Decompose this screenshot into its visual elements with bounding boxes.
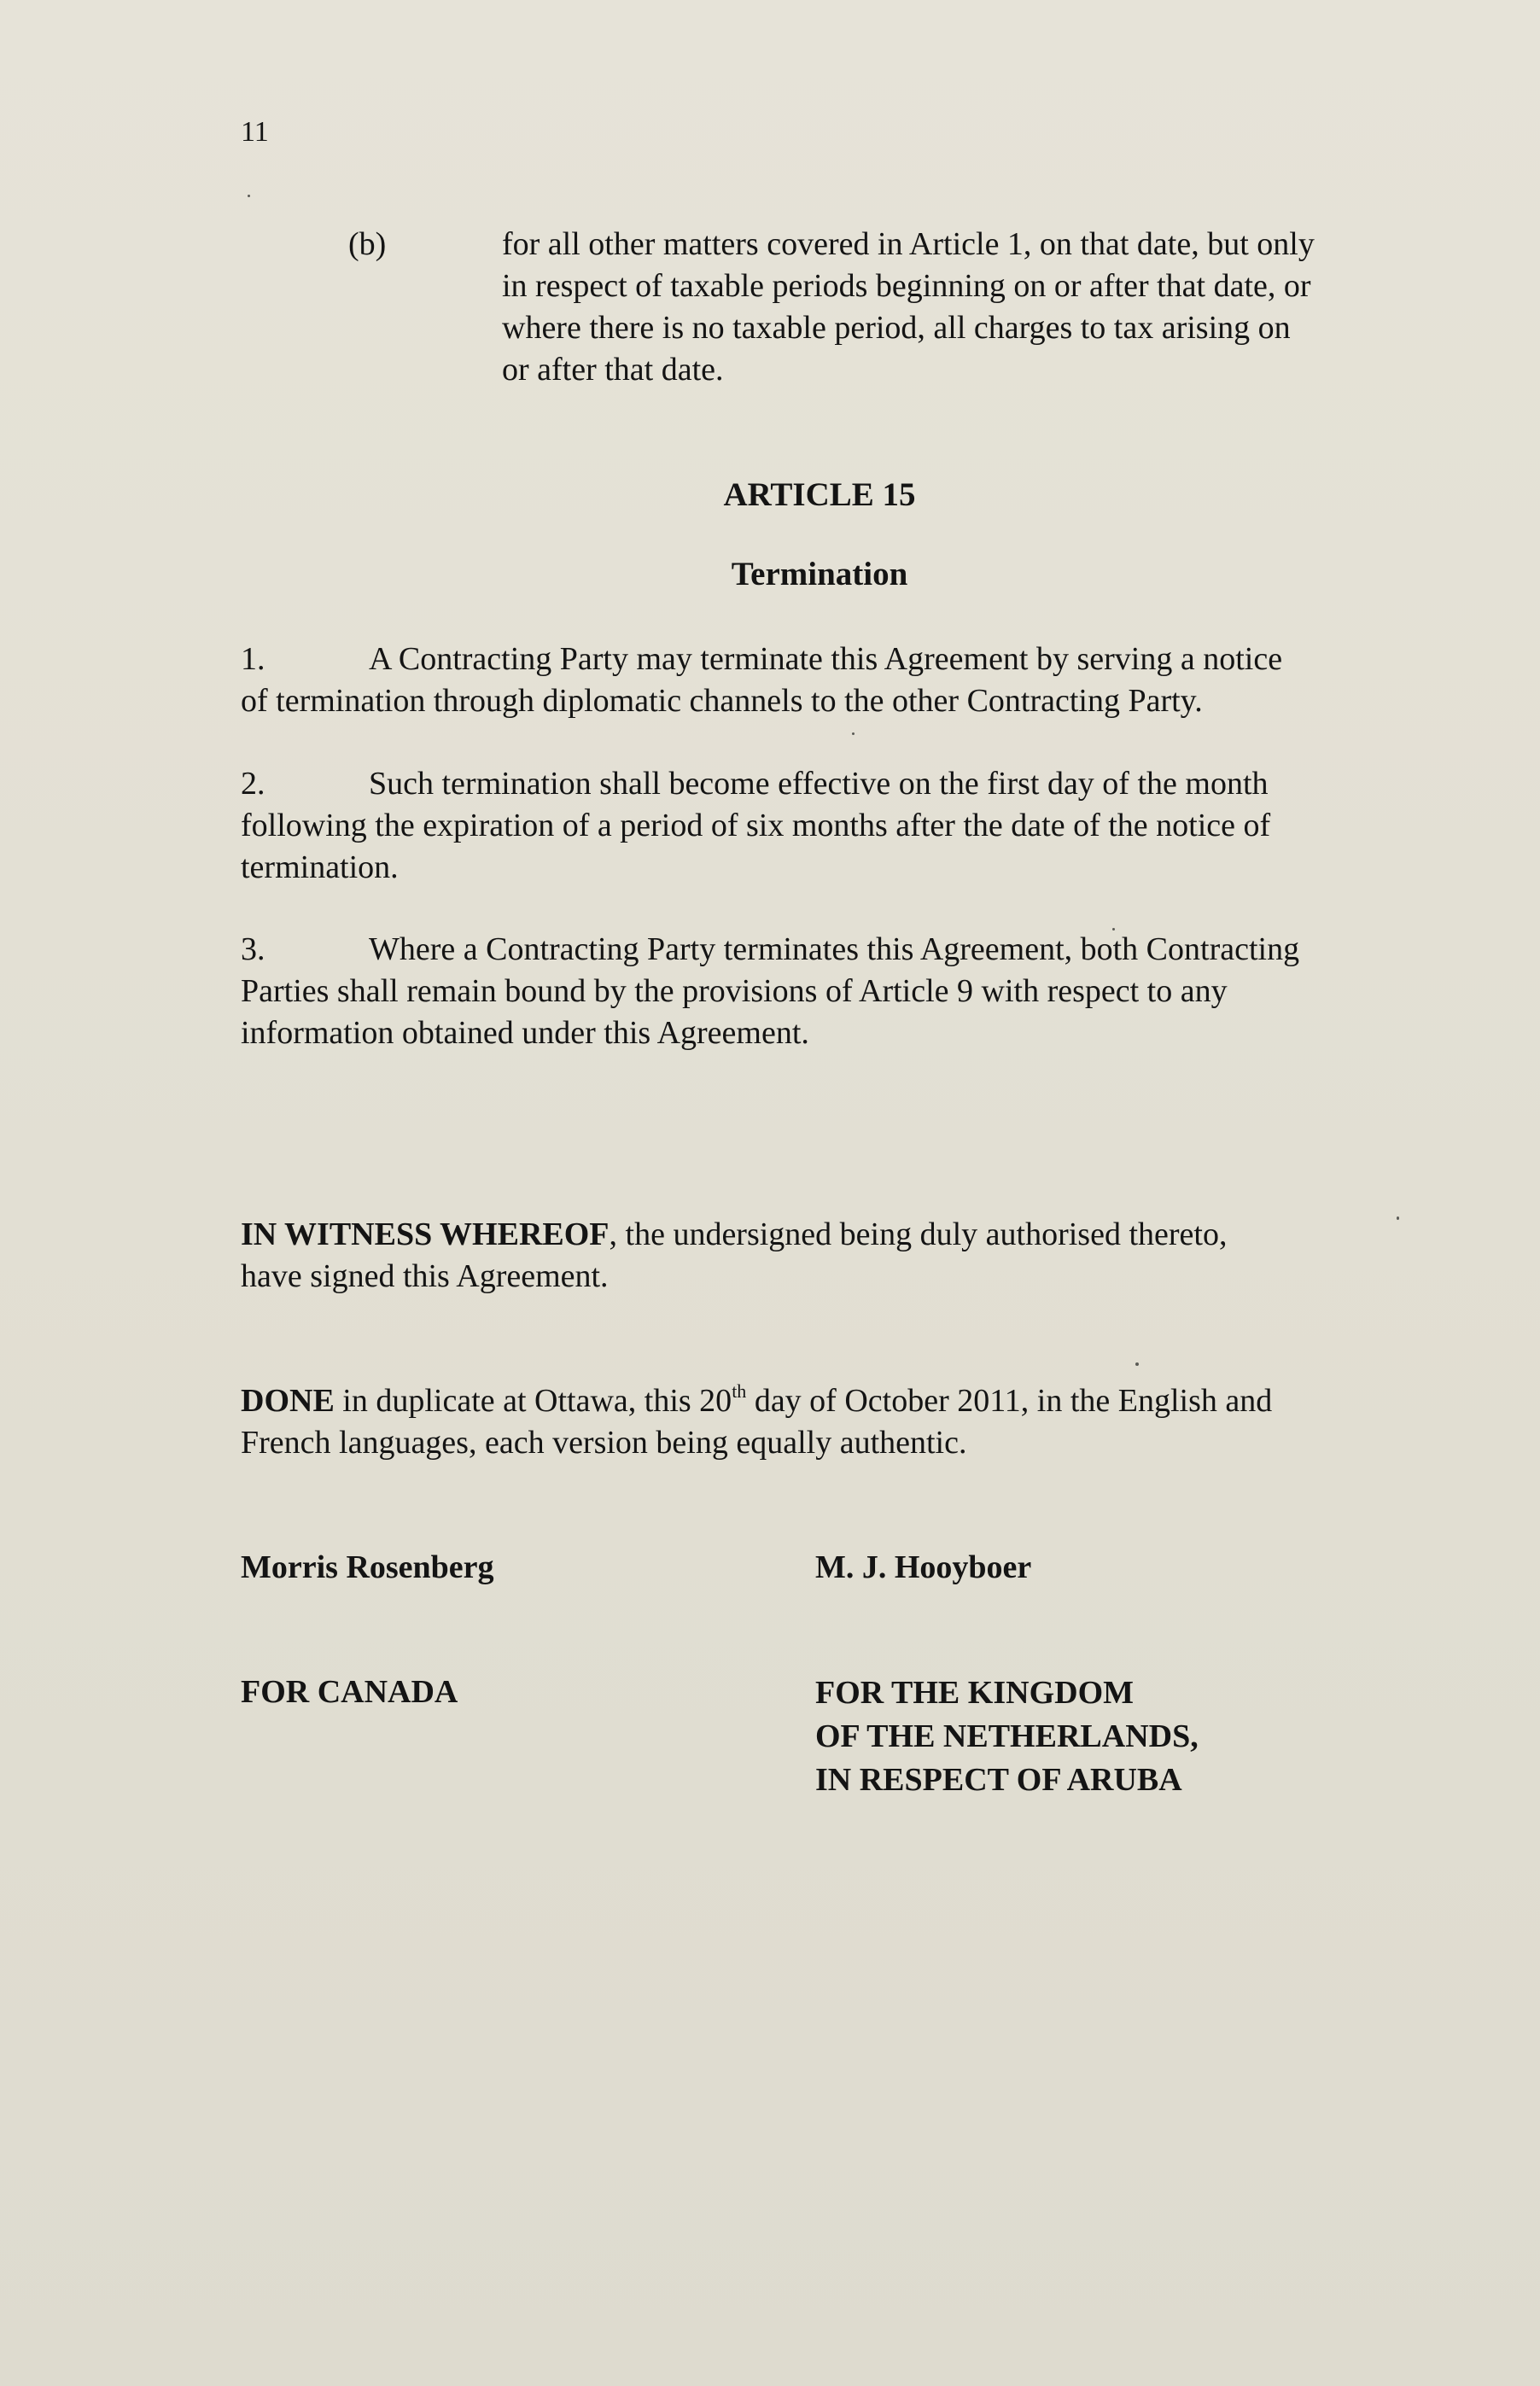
paragraph-number: 3. [241, 931, 265, 967]
done-clause [241, 1380, 1272, 1464]
party-line: FOR THE KINGDOM [815, 1675, 1134, 1711]
paragraph-line: Such termination shall become effective on the first day of the month [369, 766, 1269, 802]
paragraph-line: termination. [241, 849, 399, 885]
party-canada: FOR CANADA [241, 1674, 458, 1710]
witness-line: have signed this Agreement. [241, 1258, 609, 1294]
witness-line: , the undersigned being duly authorised thereto, [609, 1216, 1228, 1252]
paragraph-number: 2. [241, 766, 265, 802]
scan-speck [248, 195, 250, 197]
party-line: IN RESPECT OF ARUBA [815, 1762, 1182, 1798]
scan-speck [1397, 1216, 1399, 1220]
party-line: OF THE NETHERLANDS, [815, 1718, 1199, 1754]
paragraph-line: following the expiration of a period of six months after the date of the notice of [241, 808, 1271, 843]
paragraph-number: 1. [241, 641, 265, 677]
done-lead: DONE [241, 1383, 335, 1419]
party-netherlands [815, 1671, 1199, 1802]
done-line: French languages, each version being equally authentic. [241, 1425, 967, 1461]
scan-speck [852, 732, 855, 735]
witness-lead: IN WITNESS WHEREOF [241, 1216, 610, 1252]
paragraph-2 [241, 763, 1270, 889]
item-b-line: for all other matters covered in Article 1, on that date, but only [502, 226, 1315, 262]
witness-clause [241, 1214, 1227, 1298]
signer-canada: Morris Rosenberg [241, 1549, 494, 1585]
item-b-text [502, 224, 1315, 391]
paragraph-3 [241, 929, 1299, 1054]
paragraph-line: of termination through diplomatic channels to the other Contracting Party. [241, 683, 1203, 719]
paragraph-line: Where a Contracting Party terminates this Agreement, both Contracting [369, 931, 1300, 967]
paragraph-line: A Contracting Party may terminate this Agreement by serving a notice [369, 641, 1283, 677]
item-b-line: in respect of taxable periods beginning on or after that date, or [502, 268, 1311, 304]
paragraph-line: Parties shall remain bound by the provisions of Article 9 with respect to any [241, 973, 1228, 1009]
item-b-marker: (b) [348, 226, 387, 262]
done-line: in duplicate at Ottawa, this 20 [334, 1383, 732, 1419]
date-superscript: th [732, 1380, 747, 1403]
item-b-line: or after that date. [502, 352, 724, 388]
scan-speck [1112, 928, 1115, 930]
article-subheading: Termination [731, 556, 908, 592]
page-number: 11 [241, 116, 269, 148]
paragraph-1 [241, 639, 1282, 722]
scan-speck [1135, 1362, 1139, 1366]
article-heading: ARTICLE 15 [723, 476, 916, 513]
paragraph-line: information obtained under this Agreement. [241, 1015, 809, 1051]
item-b-line: where there is no taxable period, all charges to tax arising on [502, 310, 1291, 346]
done-line: day of October 2011, in the English and [746, 1383, 1273, 1419]
signer-netherlands: M. J. Hooyboer [815, 1549, 1032, 1585]
